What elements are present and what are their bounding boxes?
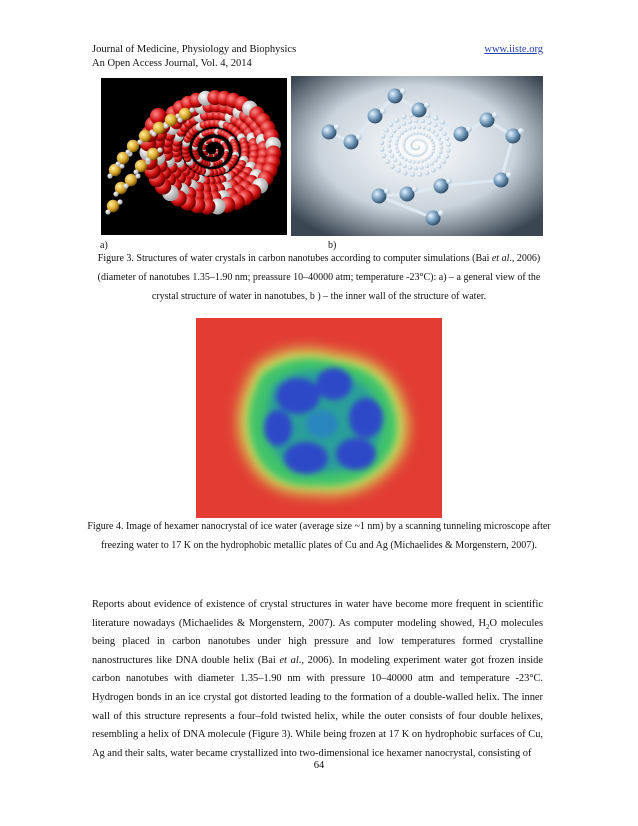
figure-4-image [196, 318, 442, 518]
journal-subtitle: An Open Access Journal, Vol. 4, 2014 [92, 58, 252, 69]
figure-3b-label: b) [328, 240, 337, 251]
nanotube-spiral-illustration [101, 78, 287, 235]
body-paragraph: Reports about evidence of existence of crystal structures in water have become more frequent in scientific literature nowadays (Michaelides & Morgenstern, 2007). As computer modeling showed, $H_2O$ molecules being placed in carbon nanotubes under high pressure and low temperatures formed crystalline nanostructures like DNA double helix (Bai et al., 2006). In modeling experiment water got frozen inside carbon nanotubes with diameter 1.35–1.90 nm with pressure 10–40000 atm and temperature -23°C. Hydrogen bonds in an ice crystal got distorted leading to the formation of a double-walled helix. The inner wall of this structure represents a four–fold twisted helix, while the outer consists of four double helixes, resembling a helix of DNA molecule (Figure 3). While being frozen at 17 K on hydrophobic surfaces of Cu, Ag and their salts, water became crystallized into two-dimensional ice hexamer nanocrystal, consisting of [92, 599, 543, 759]
hexamer-stm-image [196, 318, 442, 518]
figure-3a-label: a) [100, 240, 108, 251]
figure-3a-image [101, 78, 287, 235]
page-number: 64 [313, 760, 325, 771]
figure-3b-image [291, 76, 543, 236]
figure-3-caption: Figure 3. Structures of water crystals in carbon nanotubes according to computer simulations (Bai et al., 2006) (diameter of nanotubes 1.35–1.90 nm; preassure 10–40000 atm; temperature -23°C): a) – a general view of the crystal structure of water in nanotubes, b ) – the inner wall of the structure of water. [97, 253, 541, 302]
inner-wall-illustration [291, 76, 543, 236]
journal-website-link[interactable]: www.iiste.org [484, 44, 543, 55]
journal-title: Journal of Medicine, Physiology and Biophysics [92, 44, 297, 55]
page-header [92, 43, 543, 71]
figure-4-caption: Figure 4. Image of hexamer nanocrystal of ice water (average size ~1 nm) by a scanning tunneling microscope after freezing water to 17 K on the hydrophobic metallic plates of Cu and Ag (Michaelides & Morgenstern, 2007). [87, 521, 551, 551]
